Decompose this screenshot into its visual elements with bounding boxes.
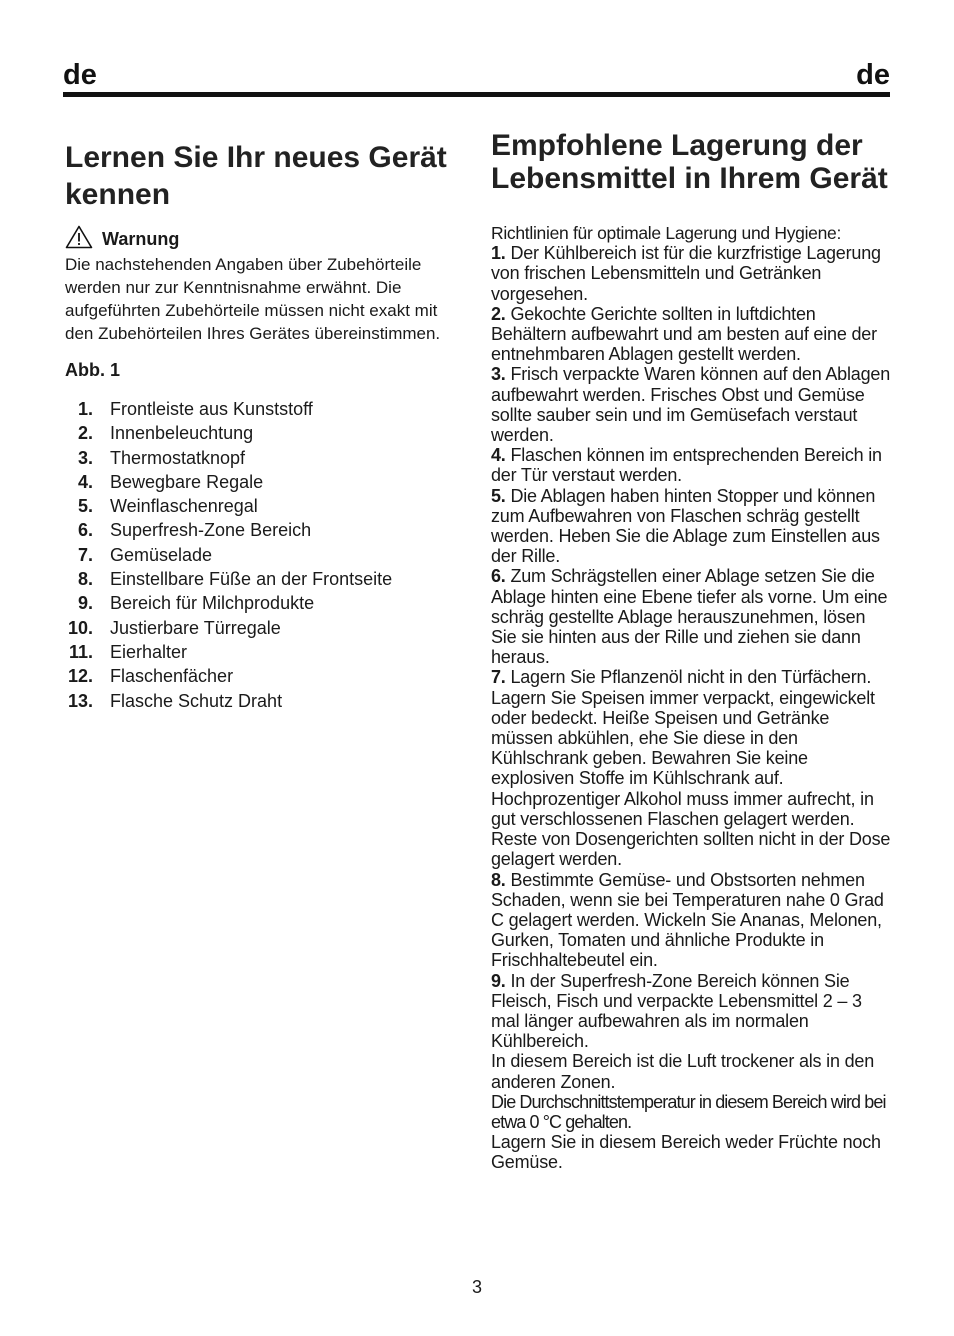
storage-item-text: Gekochte Gerichte sollten in luftdichten Behältern aufbewahrt und am besten auf eine der entnehmbaren Ablagen gestellt werden. — [491, 303, 877, 365]
storage-item — [491, 243, 891, 304]
storage-item-text: Bestimmte Gemüse- und Obstsorten nehmen Schaden, wenn sie bei Temperaturen nahe 0 Grad C gelagert werden. Wickeln Sie Ananas, Melonen, Gurken, Tomaten und ähnliche Produkte in Frischhaltebeutel ein. — [491, 869, 884, 971]
list-item-number: 6. — [77, 520, 93, 541]
storage-item — [491, 667, 891, 869]
storage-item — [491, 971, 891, 1052]
list-item-number: 9. — [77, 593, 93, 614]
list-item — [65, 591, 465, 615]
list-item — [65, 494, 465, 518]
list-item-label: Eierhalter — [110, 641, 188, 662]
list-item-label: Bewegbare Regale — [110, 471, 264, 492]
storage-item — [491, 304, 891, 365]
storage-item-text: Zum Schrägstellen einer Ablage setzen Sie die Ablage hinten eine Ebene tiefer als vorne. Um eine schräg gestellte Ablage herauszunehmen, lösen Sie sie hinten aus der Rille und ziehen sie dann heraus. — [491, 566, 888, 668]
storage-item-number: 9. — [491, 970, 506, 991]
storage-note: Die Durchschnittstemperatur in diesem Bereich wird bei etwa 0 °C gehalten. — [491, 1091, 886, 1132]
storage-item-number: 2. — [491, 303, 506, 324]
storage-item-number: 6. — [491, 566, 506, 587]
list-item-label: Thermostatknopf — [110, 447, 246, 468]
list-item-number: 8. — [77, 569, 93, 590]
storage-item-text: Der Kühlbereich ist für die kurzfristige Lagerung von frischen Lebensmitteln und Getränken vorgesehen. — [491, 243, 881, 304]
storage-item — [491, 566, 891, 667]
list-item-number: 10. — [67, 617, 93, 638]
storage-note: In diesem Bereich ist die Luft trockener als in den anderen Zonen. — [491, 1051, 875, 1092]
header-rule — [63, 92, 890, 97]
list-item-label: Weinflaschenregal — [110, 496, 258, 517]
header-language-right: de — [856, 59, 890, 91]
storage-item — [491, 364, 891, 445]
list-item-label: Justierbare Türregale — [110, 617, 281, 638]
list-item — [65, 470, 465, 494]
right-column — [491, 129, 891, 1173]
list-item-number: 13. — [67, 690, 93, 711]
storage-item — [491, 870, 891, 971]
list-item-label: Gemüselade — [110, 544, 213, 565]
list-item — [65, 689, 465, 713]
storage-item-text: In der Superfresh-Zone Bereich können Sie Fleisch, Fisch und verpackte Lebensmittel 2 – 3 mal länger aufbewahren als im normalen Kühlbereich. — [491, 970, 862, 1052]
list-item — [65, 518, 465, 542]
section-title-appliance: Lernen Sie Ihr neues Gerät kennen — [65, 141, 447, 211]
storage-item-number: 5. — [491, 485, 506, 506]
storage-item-number: 3. — [491, 364, 506, 385]
list-item-number: 7. — [77, 544, 93, 565]
section-title-storage: Empfohlene Lagerung der Lebensmittel in Ihrem Gerät — [491, 129, 888, 195]
storage-item — [491, 486, 891, 567]
list-item — [65, 446, 465, 470]
list-item-label: Frontleiste aus Kunststoff — [110, 399, 313, 419]
storage-item — [491, 445, 891, 485]
list-item-number: 2. — [77, 423, 93, 444]
list-item-number: 3. — [77, 447, 93, 468]
list-item — [65, 616, 465, 640]
list-item-number: 5. — [77, 496, 93, 517]
list-item-number: 12. — [67, 666, 93, 687]
list-item-number: 11. — [68, 641, 93, 662]
warning-triangle-icon — [65, 225, 93, 249]
storage-item-text: Frisch verpackte Waren können auf den Ablagen aufbewahrt werden. Frisches Obst und Gemüse sollte sauber sein und im Gemüsefach verstaut werden. — [491, 364, 891, 446]
list-item-number: 4. — [77, 471, 93, 492]
storage-item-number: 1. — [491, 243, 506, 264]
warning-heading — [65, 223, 465, 249]
header-language-left: de — [63, 59, 97, 91]
list-item — [65, 397, 465, 421]
warning-title: Warnung — [102, 229, 180, 249]
storage-item-number: 8. — [491, 869, 506, 890]
storage-intro: Richtlinien für optimale Lagerung und Hygiene: — [491, 223, 842, 243]
storage-note: Lagern Sie in diesem Bereich weder Früchte noch Gemüse. — [491, 1132, 881, 1173]
list-item-label: Bereich für Milchprodukte — [110, 593, 315, 614]
list-item-label: Superfresh-Zone Bereich — [110, 520, 312, 541]
storage-item-number: 4. — [491, 445, 506, 466]
storage-item-text: Die Ablagen haben hinten Stopper und können zum Aufbewahren von Flaschen schräg gestellt werden. Heben Sie die Ablage zum Einstellen aus der Rille. — [491, 485, 880, 567]
left-column — [65, 139, 465, 713]
list-item — [65, 640, 465, 664]
storage-item-text: Lagern Sie Pflanzenöl nicht in den Türfächern. Lagern Sie Speisen immer verpackt, eingewickelt oder bedeckt. Heiße Speisen und Getränke müssen abkühlen, ehe Sie diese in den Kühlschrank geben. Bewahren Sie keine explosiven Stoffe im Kühlschrank auf. Hochprozentiger Alkohol muss immer aufrecht, in gut verschlossenen Flaschen gelagert werden. Reste von Dosengerichten sollten nicht in der Dose gelagert werden. — [491, 667, 891, 870]
list-item — [65, 664, 465, 688]
list-item — [65, 567, 465, 591]
page-number: 3 — [471, 1277, 482, 1297]
storage-item-number: 7. — [491, 667, 506, 688]
parts-list — [65, 397, 465, 713]
figure-label: Abb. 1 — [65, 360, 121, 380]
list-item-label: Flasche Schutz Draht — [110, 690, 283, 711]
list-item — [65, 543, 465, 567]
list-item-label: Einstellbare Füße an der Frontseite — [110, 569, 393, 590]
list-item-number: 1. — [77, 399, 93, 419]
list-item-label: Innenbeleuchtung — [110, 423, 254, 444]
list-item — [65, 421, 465, 445]
storage-item-text: Flaschen können im entsprechenden Bereich in der Tür verstaut werden. — [491, 445, 882, 486]
list-item-label: Flaschenfächer — [110, 666, 234, 687]
warning-text: Die nachstehenden Angaben über Zubehörteile werden nur zur Kenntnisnahme erwähnt. Die aufgeführten Zubehörteile müssen nicht exakt mit den Zubehörteilen Ihres Gerätes übereinstimmen. — [65, 255, 441, 343]
